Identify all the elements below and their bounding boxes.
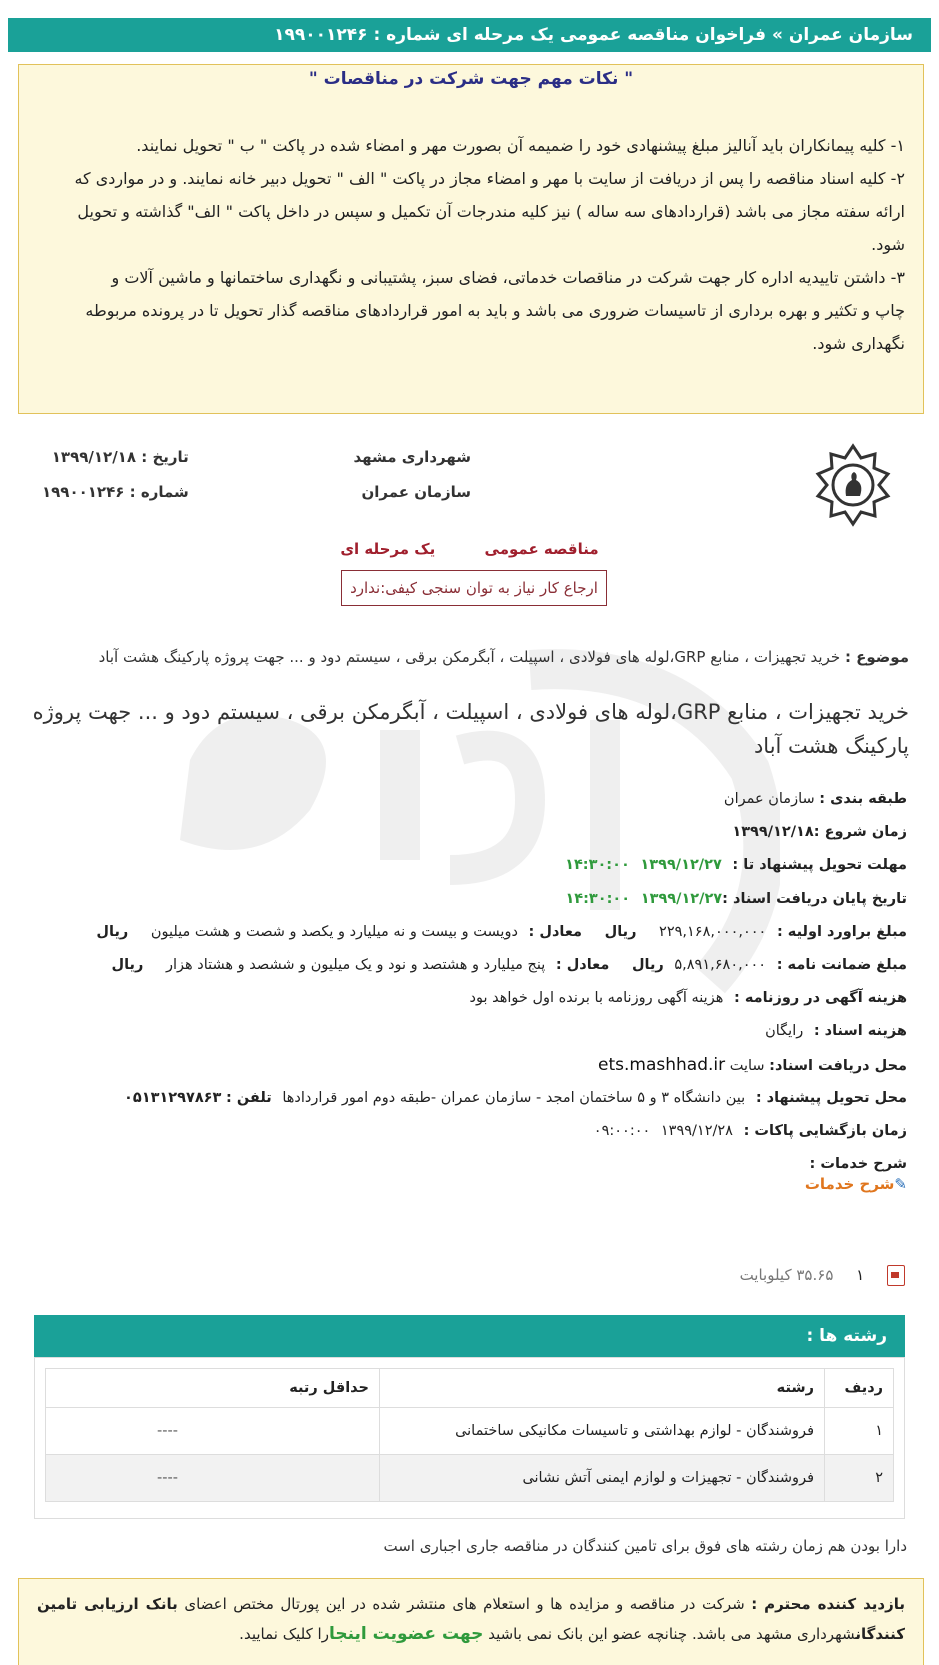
tender-type [0,540,939,558]
header-title: فراخوان مناقصه عمومی یک مرحله ای شماره : ۱۹۹۰۰۱۲۴۶ [274,25,767,45]
municipality-name: شهرداری مشهد [353,448,471,466]
services-link-label: شرح خدمات [804,1175,895,1193]
phone-label: تلفن : [226,1089,272,1106]
subject-line [29,648,909,666]
estimate-equivalent-label: معادل : [528,923,582,940]
col-header-min-rank: حداقل رتبه [46,1369,380,1408]
subject-heading-line1: خرید تجهیزات ، منابع GRP،لوله های فولادی ، اسپیلت ، آبگرمکن برقی ، سیستم دود و ... جهت پروژه [32,700,909,724]
subject-heading [29,695,909,763]
category-label: طبقه بندی : [819,791,907,807]
docs-end-time: ۱۴:۳۰:۰۰ [565,890,631,907]
doc-cost-value: رایگان [765,1023,804,1040]
detail-opening [27,1115,907,1148]
detail-ad-cost [27,982,907,1015]
detail-receive-place [27,1049,907,1082]
attachment-unit: کیلوبایت [739,1266,792,1284]
col-header-field: رشته [380,1369,825,1408]
fields-table [45,1368,894,1502]
note-line: ۳- داشتن تاییدیه اداره کار جهت شرکت در مناقصات خدماتی، فضای سبز، پشتیبانی و نگهداری ساختمانها و ماشین آلات و [111,268,905,287]
number-value: ۱۹۹۰۰۱۲۴۶ [42,483,125,501]
mandatory-fields-note: دارا بودن هم زمان رشته های فوق برای تامین کنندگان در مناقصه جاری اجباری است [383,1537,907,1555]
doc-cost-label: هزینه اسناد : [813,1023,907,1040]
visitor-notice-box [18,1578,924,1665]
detail-estimate [27,916,907,949]
attachment-row[interactable] [740,1265,905,1286]
note-line: نگهداری شود. [812,334,905,353]
detail-services [27,1148,907,1181]
subject-label: موضوع : [844,648,909,666]
estimate-words: دویست و بیست و نه میلیارد و یکصد و شصت و هشت میلیون [150,923,518,940]
detail-delivery [27,1082,907,1115]
visitor-text3: را کلیک نمایید. [239,1625,329,1643]
note-line: چاپ و تکثیر و بهره برداری از تاسیسات ضروری می باشد و باید به امور قراردادهای مناقصه گذار تحویل تا در پرونده مربوطه [85,301,905,320]
pencil-icon: ✎ [894,1175,907,1193]
date-info [42,440,189,510]
visitor-text2: شهرداری مشهد می باشد. چنانچه عضو این بانک نمی باشید [488,1625,856,1643]
notes-title: " نکات مهم جهت شرکت در مناقصات " [308,69,634,89]
phone-value: ۰۵۱۳۱۲۹۷۸۶۳ [124,1089,222,1106]
estimate-value: ۲۲۹,۱۶۸,۰۰۰,۰۰۰ [659,923,767,940]
visitor-bank-name: بانک ارزیابی تامین کنندگان [37,1595,905,1643]
category-value: سازمان عمران [723,791,815,807]
guarantee-rial: ریال [631,956,664,973]
org-info [353,440,471,510]
start-label: زمان شروع : [813,824,907,841]
note-line: شود. [871,235,905,254]
note-line: ارائه سفته مجاز می باشد (قراردادهای سه ساله ) نیز کلیه مندرجات آن تکمیل و سپس در داخل پاکت " الف" گذاشته و تحویل [77,202,905,221]
header-arrow: » [771,25,783,45]
estimate-label: مبلغ براورد اولیه : [776,923,907,940]
guarantee-equivalent-label: معادل : [555,956,610,973]
detail-deadline [27,849,907,882]
detail-doc-cost [27,1015,907,1048]
tender-details [27,783,907,1181]
cell-field: فروشندگان - لوازم بهداشتی و تاسیسات مکانیکی ساختمانی [380,1408,825,1455]
receive-place-prefix: سایت [729,1057,765,1074]
guarantee-value: ۵,۸۹۱,۶۸۰,۰۰۰ [674,956,767,973]
opening-date: ۱۳۹۹/۱۲/۲۸ [660,1122,733,1139]
table-header-row [46,1369,894,1408]
detail-docs-end [27,883,907,916]
docs-end-date: ۱۳۹۹/۱۲/۲۷ [640,890,723,907]
important-notes-box [18,64,924,414]
guarantee-words: پنج میلیارد و هشتصد و نود و یک میلیون و ششصد و هشتاد هزار [165,956,546,973]
detail-category [27,783,907,816]
number-label: شماره : [129,483,189,501]
visitor-label: بازدید کننده محترم : [751,1595,905,1613]
guarantee-words-rial: ریال [111,956,144,973]
organization-name: سازمان عمران [361,483,471,501]
col-header-index: ردیف [825,1369,894,1408]
date-value: ۱۳۹۹/۱۲/۱۸ [51,448,136,466]
page-header [8,18,931,52]
note-line: ۱- کلیه پیمانکاران باید آنالیز مبلغ پیشنهادی خود را ضمیمه آن بصورت مهر و امضاء شده در پاکت " ب " تحویل نمایند. [136,136,905,155]
attachment-size: ۳۵.۶۵ [796,1266,834,1284]
subject-heading-line2: پارکینگ هشت آباد [753,734,909,758]
delivery-value: بین دانشگاه ۳ و ۵ ساختمان امجد - سازمان عمران -طبقه دوم امور قراردادها [282,1089,746,1106]
cell-min-rank: ---- [46,1455,380,1502]
subject-text: خرید تجهیزات ، منابع GRP،لوله های فولادی ، اسپیلت ، آبگرمکن برقی ، سیستم دود و ... جهت پروژه پارکینگ هشت آباد [98,648,841,666]
deadline-time: ۱۴:۳۰:۰۰ [565,857,630,874]
docs-end-label: تاریخ پایان دریافت اسناد : [722,890,907,907]
fields-section-header: رشته ها : [34,1315,905,1357]
ad-cost-value: هزینه آگهی روزنامه با برنده اول خواهد بود [469,990,724,1007]
table-row [46,1455,894,1502]
estimate-words-rial: ریال [96,923,129,940]
attachment-index: ۱ [856,1266,865,1284]
cell-index: ۱ [825,1408,894,1455]
delivery-label: محل تحویل پیشنهاد : [755,1089,907,1106]
date-label: تاریخ : [141,448,189,466]
services-label: شرح خدمات : [809,1156,907,1173]
start-value: ۱۳۹۹/۱۲/۱۸ [732,824,814,841]
note-line: ۲- کلیه اسناد مناقصه را پس از دریافت از سایت با مهر و امضاء مجاز در پاکت " الف " تحویل دبیر خانه نمایند. و در مواردی که [74,169,905,188]
fields-table-container [34,1357,905,1519]
visitor-text1: شرکت در مناقصه و مزایده ها و استعلام های منتشر شده در این پورتال مختص اعضای [184,1595,745,1613]
detail-start [27,816,907,849]
cell-field: فروشندگان - تجهیزات و لوازم ایمنی آتش نشانی [380,1455,825,1502]
cell-min-rank: ---- [46,1408,380,1455]
mashhad-municipality-logo [808,440,898,530]
receive-place-label: محل دریافت اسناد: [769,1057,907,1074]
table-row [46,1408,894,1455]
quality-assessment-note: ارجاع کار نیاز به توان سنجی کیفی:ندارد [341,570,607,606]
header-org[interactable]: سازمان عمران [788,25,913,45]
guarantee-label: مبلغ ضمانت نامه : [776,956,907,973]
ad-cost-label: هزینه آگهی در روزنامه : [733,990,907,1007]
deadline-label: مهلت تحویل پیشنهاد تا : [732,857,907,874]
opening-time: ۰۹:۰۰:۰۰ [593,1122,651,1139]
tender-type-stage: یک مرحله ای [340,540,436,558]
tender-type-public: مناقصه عمومی [484,540,599,558]
receive-place-site-link[interactable]: ets.mashhad.ir [598,1054,726,1075]
pdf-icon[interactable] [887,1265,905,1286]
services-description-link[interactable] [805,1175,907,1193]
opening-label: زمان بازگشایی پاکات : [743,1122,907,1139]
estimate-rial: ریال [604,923,637,940]
deadline-date: ۱۳۹۹/۱۲/۲۷ [640,857,722,874]
cell-index: ۲ [825,1455,894,1502]
detail-guarantee [27,949,907,982]
join-link[interactable]: جهت عضویت اینجا [328,1624,484,1644]
